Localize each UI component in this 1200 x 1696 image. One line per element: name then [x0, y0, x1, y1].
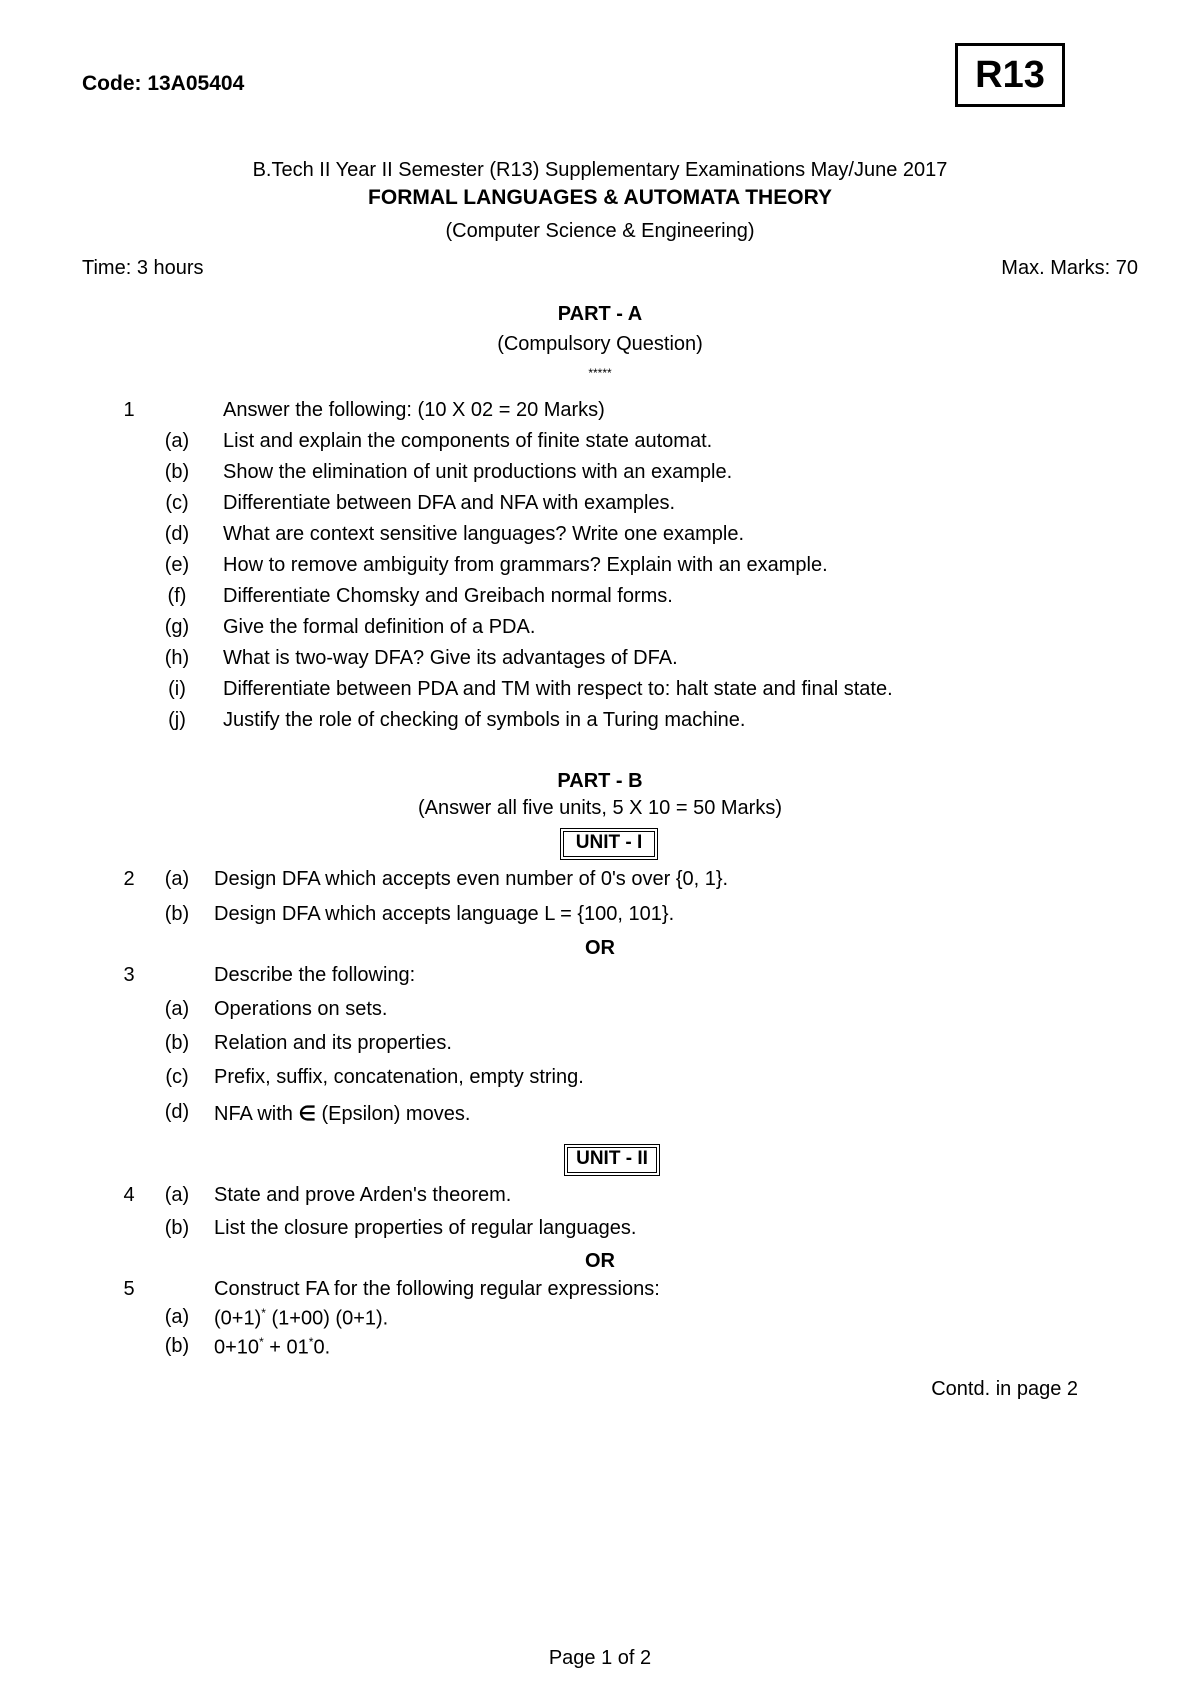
- item-text: Differentiate Chomsky and Greibach normal forms.: [223, 585, 673, 607]
- item-label: (a): [164, 430, 190, 452]
- or-divider: OR: [585, 937, 615, 959]
- max-marks: Max. Marks: 70: [1001, 257, 1138, 279]
- regex-part: (0+1): [214, 1307, 262, 1330]
- item-text: Show the elimination of unit productions with an example.: [223, 461, 733, 483]
- item-text: List and explain the components of finite state automat.: [223, 430, 713, 452]
- item-label: (b): [164, 1217, 190, 1239]
- continued-note: Contd. in page 2: [931, 1378, 1078, 1400]
- item-label: (e): [164, 554, 190, 576]
- item-text: Justify the role of checking of symbols in a Turing machine.: [223, 709, 746, 731]
- unit-1-heading: UNIT - I: [560, 828, 658, 860]
- time-allowed: Time: 3 hours: [82, 257, 204, 279]
- item-label: (a): [164, 1184, 190, 1206]
- unit-2-heading: UNIT - II: [564, 1144, 660, 1176]
- item-label: (b): [164, 1032, 190, 1054]
- question-number-2: 2: [123, 868, 135, 890]
- item-text-post: (Epsilon) moves.: [315, 1103, 471, 1125]
- question-3-text: Describe the following:: [214, 964, 416, 986]
- kleene-star: *: [308, 1335, 314, 1349]
- item-label: (d): [164, 523, 190, 545]
- item-text: Design DFA which accepts language L = {100, 101}.: [214, 903, 675, 925]
- item-label: (c): [165, 492, 189, 514]
- item-text: State and prove Arden's theorem.: [214, 1184, 512, 1206]
- part-b-title: PART - B: [557, 770, 643, 792]
- item-label: (j): [168, 709, 186, 731]
- item-label: (a): [164, 1306, 190, 1328]
- item-text: Relation and its properties.: [214, 1032, 452, 1054]
- kleene-star: *: [259, 1335, 264, 1349]
- item-label: (f): [167, 585, 187, 607]
- item-text: Differentiate between PDA and TM with respect to: halt state and final state.: [223, 678, 893, 700]
- regulation-badge: R13: [955, 43, 1065, 107]
- question-number-3: 3: [123, 964, 135, 986]
- part-a-title: PART - A: [557, 303, 643, 325]
- kleene-star: *: [261, 1306, 266, 1320]
- exam-code: Code: 13A05404: [82, 72, 245, 95]
- item-text: Design DFA which accepts even number of 0's over {0, 1}.: [214, 868, 729, 890]
- item-text: Operations on sets.: [214, 998, 388, 1020]
- item-text: List the closure properties of regular languages.: [214, 1217, 637, 1239]
- item-text: [214, 1101, 470, 1126]
- page-number: Page 1 of 2: [548, 1647, 652, 1669]
- question-number-5: 5: [123, 1278, 135, 1300]
- regex-part: 0.: [313, 1336, 331, 1359]
- regex-part: 0+10: [214, 1336, 260, 1359]
- separator-stars: *****: [588, 366, 612, 380]
- subject-title: FORMAL LANGUAGES & AUTOMATA THEORY: [368, 186, 832, 209]
- exam-title: B.Tech II Year II Semester (R13) Supplementary Examinations May/June 2017: [252, 159, 948, 181]
- item-label: (b): [164, 461, 190, 483]
- item-label: (h): [164, 647, 190, 669]
- regex-part: (1+00) (0+1).: [265, 1307, 389, 1330]
- regex-part: + 01: [263, 1336, 309, 1359]
- or-divider: OR: [585, 1250, 615, 1272]
- part-a-subtitle: (Compulsory Question): [497, 333, 703, 355]
- question-1-text: Answer the following: (10 X 02 = 20 Marks): [223, 399, 605, 421]
- item-label: (i): [168, 678, 186, 700]
- item-label: (d): [164, 1101, 190, 1123]
- item-label: (b): [164, 903, 190, 925]
- question-5-text: Construct FA for the following regular expressions:: [214, 1278, 660, 1300]
- item-text: Differentiate between DFA and NFA with examples.: [223, 492, 676, 514]
- regex-b: [214, 1335, 330, 1360]
- item-text: What is two-way DFA? Give its advantages of DFA.: [223, 647, 678, 669]
- part-b-subtitle: (Answer all five units, 5 X 10 = 50 Marks): [417, 797, 783, 819]
- regex-a: [214, 1306, 388, 1331]
- item-label: (c): [165, 1066, 189, 1088]
- item-label: (a): [164, 998, 190, 1020]
- item-text-pre: NFA with: [214, 1103, 299, 1125]
- epsilon-symbol: ∈: [298, 1103, 316, 1125]
- item-label: (g): [164, 616, 190, 638]
- branch: (Computer Science & Engineering): [445, 220, 755, 242]
- item-text: Prefix, suffix, concatenation, empty string.: [214, 1066, 584, 1088]
- item-label: (a): [164, 868, 190, 890]
- item-text: How to remove ambiguity from grammars? Explain with an example.: [223, 554, 828, 576]
- item-text: Give the formal definition of a PDA.: [223, 616, 536, 638]
- item-text: What are context sensitive languages? Write one example.: [223, 523, 745, 545]
- question-number-1: 1: [123, 399, 135, 421]
- item-label: (b): [164, 1335, 190, 1357]
- question-number-4: 4: [123, 1184, 135, 1206]
